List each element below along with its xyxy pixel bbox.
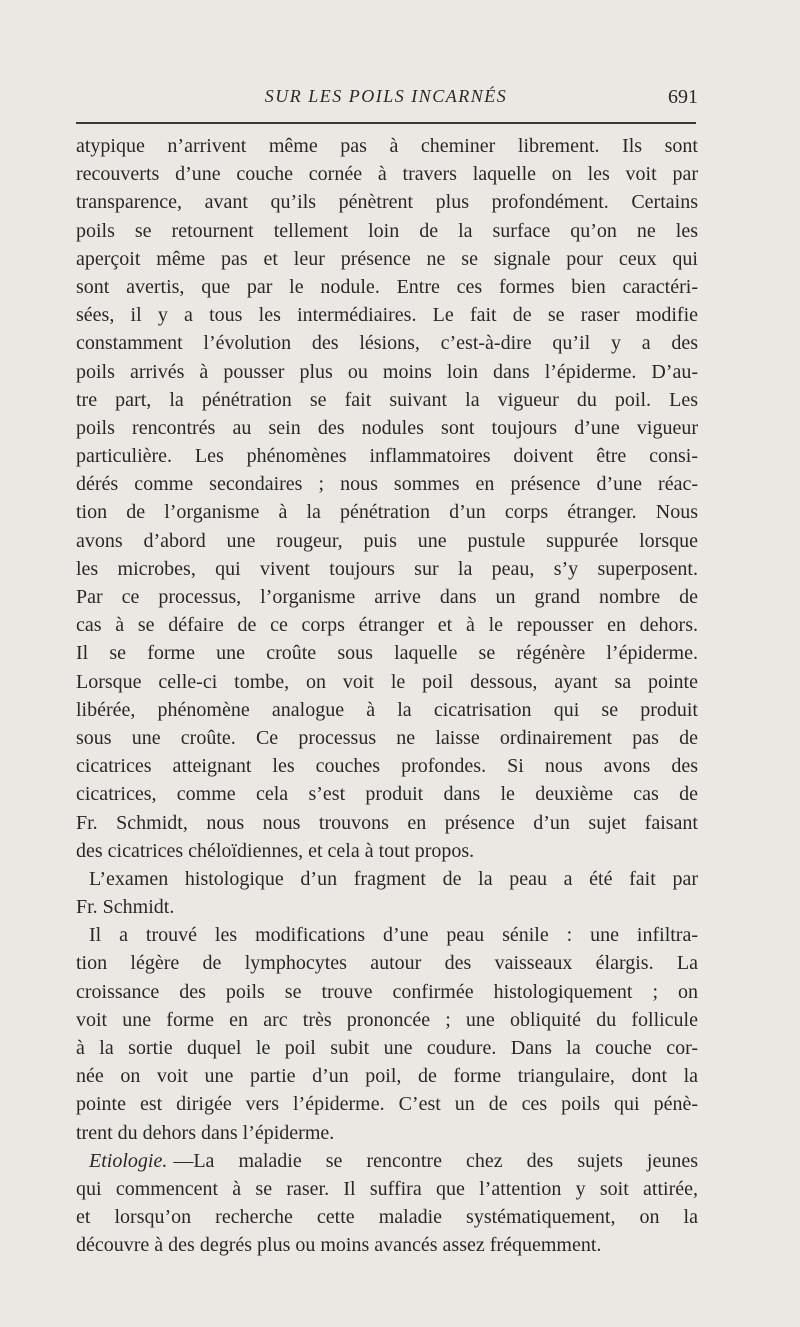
text-line: cicatrices, comme cela s’est produit dans le deuxième cas de: [76, 783, 698, 806]
running-title: SUR LES POILS INCARNÉS: [264, 86, 508, 106]
text-line: née on voit une partie d’un poil, de forme triangulaire, dont la: [76, 1065, 698, 1088]
text-line: Par ce processus, l’organisme arrive dans un grand nombre de: [76, 586, 698, 608]
text-line: constamment l’évolution des lésions, c’est-à-dire qu’il y a des: [76, 332, 698, 355]
text-line: aperçoit même pas et leur présence ne se signale pour ceux qui: [76, 247, 698, 270]
text-line: libérée, phénomène analogue à la cicatrisation qui se produit: [76, 698, 698, 721]
text-line: qui commencent à se raser. Il suffira que l’attention y soit attirée,: [76, 1177, 698, 1200]
page-number: 691: [668, 86, 698, 108]
text-line: poils rencontrés au sein des nodules sont toujours d’une vigueur: [76, 416, 698, 439]
text-line: Fr. Schmidt, nous nous trouvons en présence d’un sujet faisant: [76, 811, 698, 834]
text-line: Fr. Schmidt.: [76, 896, 175, 919]
text-line: voit une forme en arc très prononcée ; une obliquité du follicule: [76, 1008, 698, 1031]
text-line: dérés comme secondaires ; nous sommes en présence d’une réac-: [76, 473, 698, 496]
text-line: tion de l’organisme à la pénétration d’un corps étranger. Nous: [76, 501, 698, 524]
text-line: cicatrices atteignant les couches profondes. Si nous avons des: [76, 755, 698, 778]
text-line: transparence, avant qu’ils pénètrent plus profondément. Certains: [76, 191, 698, 214]
body-text: [76, 132, 698, 1260]
text-line: Il a trouvé les modifications d’une peau sénile : une infiltra-: [89, 924, 698, 947]
text-line: atypique n’arrivent même pas à cheminer librement. Ils sont: [76, 135, 698, 157]
running-head: [76, 86, 696, 116]
text-line: trent du dehors dans l’épiderme.: [76, 1121, 335, 1144]
etiology-heading: Etiologie.: [89, 1149, 168, 1172]
text-line: à la sortie duquel le poil subit une coudure. Dans la couche cor-: [76, 1037, 698, 1059]
text-line: poils se retournent tellement loin de la surface qu’on ne les: [76, 219, 698, 242]
etiology-text: —La maladie se rencontre chez des sujets jeunes: [173, 1149, 698, 1172]
text-line: poils arrivés à pousser plus ou moins loin dans l’épiderme. D’au-: [76, 360, 698, 383]
text-line: croissance des poils se trouve confirmée histologiquement ; on: [76, 980, 698, 1003]
text-line: avons d’abord une rougeur, puis une pustule suppurée lorsque: [76, 529, 698, 552]
text-line: pointe est dirigée vers l’épiderme. C’est un de ces poils qui pénè-: [76, 1093, 698, 1116]
text-line: des cicatrices chéloïdiennes, et cela à tout propos.: [76, 839, 475, 862]
text-line: tion légère de lymphocytes autour des vaisseaux élargis. La: [76, 952, 698, 975]
text-line: sont avertis, que par le nodule. Entre ces formes bien caractéri-: [76, 275, 698, 298]
text-line: sous une croûte. Ce processus ne laisse ordinairement pas de: [76, 726, 698, 749]
etiology-line: [76, 1147, 698, 1175]
text-line: L’examen histologique d’un fragment de la peau a été fait par: [89, 867, 698, 890]
text-line: Il se forme une croûte sous laquelle se régénère l’épiderme.: [76, 642, 698, 665]
text-line: recouverts d’une couche cornée à travers laquelle on les voit par: [76, 163, 698, 186]
header-rule: [76, 122, 696, 124]
text-line: les microbes, qui vivent toujours sur la peau, s’y superposent.: [76, 557, 698, 580]
text-line: sées, il y a tous les intermédiaires. Le fait de se raser modifie: [76, 304, 698, 327]
text-line: Lorsque celle-ci tombe, on voit le poil dessous, ayant sa pointe: [76, 670, 698, 693]
text-line: découvre à des degrés plus ou moins avancés assez fréquemment.: [76, 1234, 602, 1257]
text-line: et lorsqu’on recherche cette maladie systématiquement, on la: [76, 1206, 698, 1229]
text-line: particulière. Les phénomènes inflammatoires doivent être consi-: [76, 445, 698, 468]
text-line: tre part, la pénétration se fait suivant la vigueur du poil. Les: [76, 388, 698, 411]
text-line: cas à se défaire de ce corps étranger et à le repousser en dehors.: [76, 614, 698, 637]
